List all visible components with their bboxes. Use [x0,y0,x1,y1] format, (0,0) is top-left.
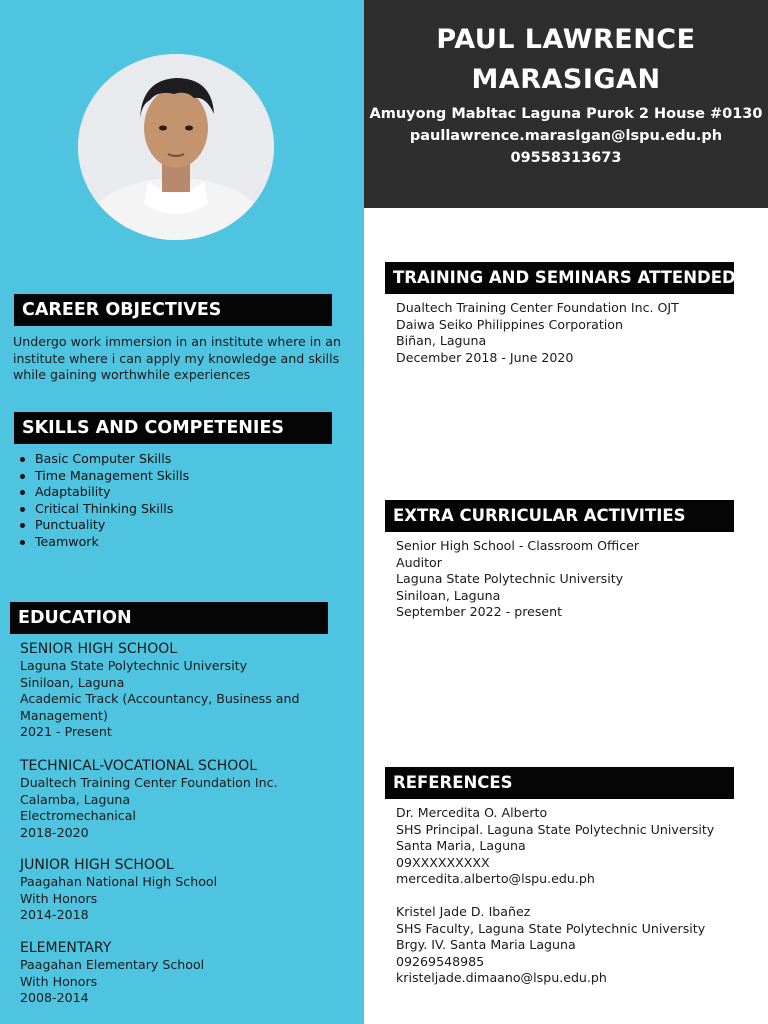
phone: 09558313673 [510,150,622,166]
education-line: Dualtech Training Center Foundation Inc. [20,775,278,790]
training-line: Biñan, Laguna [396,333,487,348]
skill-item: Adaptability [20,484,189,501]
reference-line: 09XXXXXXXXX [396,854,490,870]
profile-photo [78,54,274,240]
extracurricular-header: EXTRA CURRICULAR ACTIVITIES [385,500,734,532]
extracurricular-line: Siniloan, Laguna [396,587,501,603]
education-header: EDUCATION [10,602,328,634]
education-level: ELEMENTARY [20,940,112,956]
references-header: REFERENCES [385,767,734,799]
education-line: Management) [20,707,108,723]
education-line: With Honors [20,973,98,989]
skill-item: Punctuality [20,517,189,534]
training-line: December 2018 - June 2020 [396,349,574,365]
education-line: 2014-2018 [20,907,89,922]
extracurricular-line: Senior High School - Classroom Officer [396,538,640,553]
reference-line: 09269548985 [396,953,485,969]
education-line: Academic Track (Accountancy, Business and [20,691,300,706]
education-line: Electromechanical [20,808,136,823]
reference-entry [396,904,705,987]
reference-line: SHS Faculty, Laguna State Polytechnic University [396,920,706,936]
education-level: SENIOR HIGH SCHOOL [20,641,178,657]
skill-item: Teamwork [20,534,189,551]
education-line: Paagahan Elementary School [20,957,205,972]
skill-item: Basic Computer Skills [20,451,189,468]
education-line: With Honors [20,890,98,906]
person-illustration [78,54,274,240]
reference-line: Santa Maria, Laguna [396,838,526,853]
training-line: Dualtech Training Center Foundation Inc. OJT [396,300,679,315]
skills-header: SKILLS AND COMPETENIES [14,412,332,444]
reference-entry [396,805,714,888]
reference-line: mercedita.alberto@lspu.edu.ph [396,871,595,886]
education-line: 2021 - Present [20,724,112,739]
education-level: TECHNICAL-VOCATIONAL SCHOOL [20,758,258,774]
header-box [364,0,768,208]
education-level: JUNIOR HIGH SCHOOL [20,857,174,873]
career-line: Undergo work immersion in an institute where in an [13,334,341,349]
reference-line: Dr. Mercedita O. Alberto [396,805,548,820]
education-entry [20,641,300,741]
education-entry [20,758,278,841]
education-line: Laguna State Polytechnic University [20,658,248,673]
reference-line: Brgy. IV. Santa Maria Laguna [396,937,576,952]
skills-list [20,451,189,550]
education-line: 2018-2020 [20,824,89,840]
career-objectives-header: CAREER OBJECTIVES [14,294,332,326]
extracurricular-line: Laguna State Polytechnic University [396,571,624,586]
extracurricular-text [396,538,639,621]
resume-name: PAUL LAWRENCE MARASIGAN [436,24,696,95]
education-entry [20,940,204,1007]
career-objectives-text [13,334,341,384]
career-line: institute where i can apply my knowledge and skills [13,350,340,366]
reference-line: kristeljade.dimaano@lspu.edu.ph [396,970,607,985]
skill-item: Time Management Skills [20,468,189,485]
training-header: TRAINING AND SEMINARS ATTENDED [385,262,734,294]
skill-item: Critical Thinking Skills [20,501,189,518]
extracurricular-line: September 2022 - present [396,604,563,619]
address: Amuyong Mabltac Laguna Purok 2 House #0130 [369,106,763,122]
training-text [396,300,679,366]
reference-line: Kristel Jade D. Ibañez [396,904,531,919]
education-line: Paagahan National High School [20,874,218,889]
email: paullawrence.marasIgan@lspu.edu.ph [409,128,723,144]
education-line: Siniloan, Laguna [20,674,125,690]
education-line: 2008-2014 [20,990,89,1005]
education-line: Calamba, Laguna [20,791,131,807]
career-line: while gaining worthwhile experiences [13,367,251,382]
reference-line: SHS Principal. Laguna State Polytechnic University [396,821,715,837]
education-entry [20,857,217,924]
extracurricular-line: Auditor [396,554,442,570]
training-line: Daiwa Seiko Philippines Corporation [396,316,623,332]
